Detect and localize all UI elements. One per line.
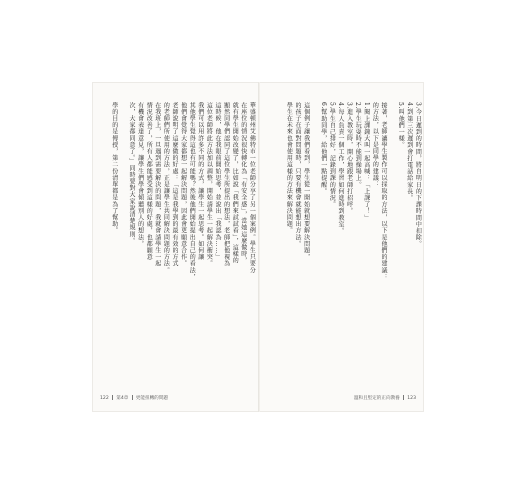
text-column: 的孩子在面對問題時，只要有機會就能想出方法。 [294,102,301,248]
text-column: 老師說明了這麼做的好處：「這是我學到的最有效的方式 [171,102,178,267]
left-page-footer [100,395,168,401]
left-chapter-title: 更能扭轉的問題 [135,396,168,401]
text-column: 其他學生覺得這也有可能嗎？然後他們開始提出自己的看法， [188,102,196,281]
text-column: 情況改善了，所有人都能感受到這樣的好處，也都願意 [145,102,153,261]
text-column: 他們會覺得大家都想一起解決問題，因此會更願意合作。 [179,102,187,267]
text-column: 1.閱上課鐘大叫一起高喊：「上課了！」 [362,102,370,222]
book-gutter [258,82,260,412]
text-column: 6.幫助同學，給他們一點提醒。 [319,102,327,195]
text-column: 3.今日遲到的時間，將自明日的下課時間中扣除。 [414,102,422,248]
right-page-number: 123 [407,396,416,401]
text-column: 學生在未來也會使用這樣的方法來解決問題。 [285,102,293,234]
text-column: 這個例子讓我們看到，學生從一開始就想要解決問題， [302,102,310,261]
left-page-number: 122 [100,396,109,401]
text-column: 5.叫他們一樣。 [397,102,405,149]
text-column: 2.學生玩耍時不能到操場上。 [354,102,362,189]
text-column: 次，大家都同意了。」同時要對大家說清楚規則。 [128,102,135,245]
text-column: 這位老師將此方法加以調整，開始請學生一起解決衝突。 [205,102,213,267]
text-column: 學的目的是傳授，第二份清單都是為了幫助。 [110,102,118,234]
right-book-title: 溫和且堅定的正向教養 [353,396,400,401]
text-column: 5.學生自己排好，記錄到課的情況。 [328,102,336,208]
text-column: 在我班上，一旦遇到需要解決的問題，我就會請學生一起 [153,102,161,267]
text-column: 3.進入教室時，開心地跟老師打招呼。 [345,102,353,215]
right-page-footer [354,395,416,401]
left-page [92,82,258,412]
text-column: 我們可以用許多不同的方式，讓學生一起思考。如何讓 [196,102,204,261]
text-column: 4.到第三次遲到會打電話給家長。 [405,102,413,202]
text-column: 的老師們所使用的方法，正是讓學生共同解決問題的方法。 [162,102,170,274]
text-column: 就有學生開始改變了，比如說「我們來試試看」，這樣的 [231,102,239,264]
text-column: 接著，老師讓學生製作可以採取的方法，以下是他們的建議： [380,102,387,281]
left-chapter-label: 第4章 [116,396,129,401]
text-column: 華盛頓州艾佛特市一位老師分享了另一個案例。學生只要分 [248,102,256,274]
text-column: 這時候，他在我眼前開始思考，並說出「我認為……」 [214,102,221,261]
right-page [260,82,424,412]
text-column: 有機會表達意見，讓學生們學會傾聽別人的想法。 [136,102,144,248]
text-column: 的方法，以下是同學的建議： [371,102,379,188]
text-column: 在座位的情況很快轉化為「有安全感」，當她這麼做時， [239,102,247,264]
text-column: 顯然同學們認同了這位學生所提出的想法，老師把他視為 [222,102,230,267]
text-column: 4.每人負責一個工作，學習如何進時到教室。 [337,102,344,235]
